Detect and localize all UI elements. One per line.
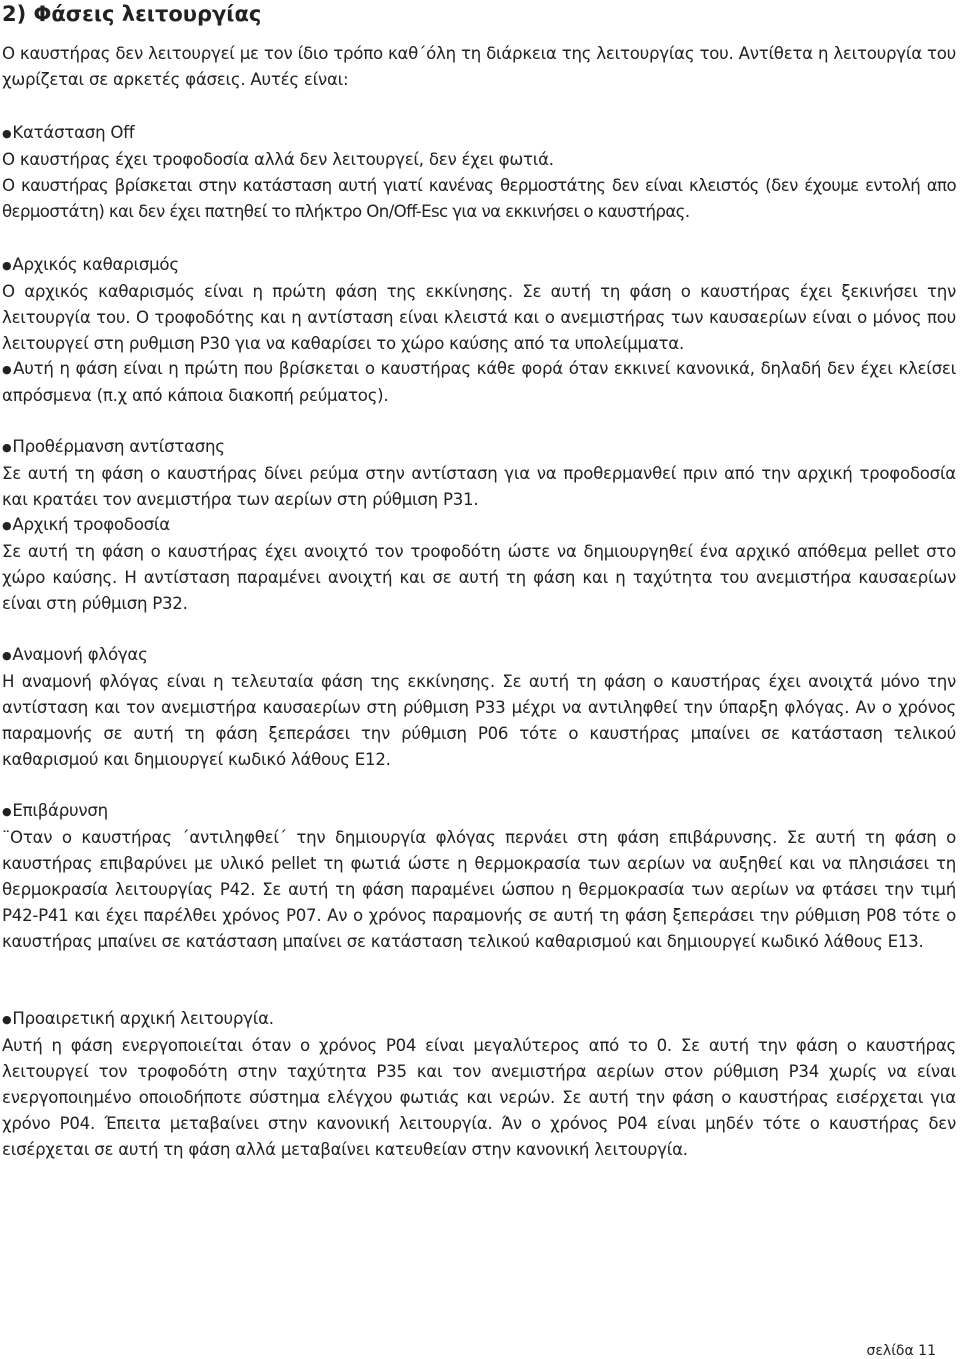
bullet-icon: ● <box>2 519 12 532</box>
phase-preheat <box>2 434 956 513</box>
phase-heading <box>2 642 956 669</box>
phase-paragraph: Ο αρχικός καθαρισμός είναι η πρώτη φάση της εκκίνησης. Σε αυτή τη φάση ο καυστήρας έχει ξεκινήσει την λειτουργία του. Ο τροφοδότης και η αντίσταση είναι κλειστά και ο ανεμιστήρας των καυσαερίων είναι ο μόνος που λειτουργεί στη ρυθμιση P30 για να καθαρίσει το χώρο καύσης από τα υπολείμματα. <box>2 282 956 353</box>
phase-paragraph: Ο καυστήρας βρίσκεται στην κατάσταση αυτή γιατί κανένας θερμοστάτης δεν είναι κλειστός (δεν έχουμε εντολή απο θερμοστάτη) και δεν έχει πατηθεί το πλήκτρο On/Off-Esc για να εκκινήσει ο καυστήρας. <box>2 176 956 221</box>
bullet-icon: ● <box>2 127 12 140</box>
bullet-icon: ● <box>2 649 12 662</box>
phase-paragraph: Η αναμονή φλόγας είναι η τελευταία φάση της εκκίνησης. Σε αυτή τη φάση ο καυστήρας έχει ανοιχτά μόνο την αντίσταση και τον ανεμιστήρα καυσαερίων στη ρύθμιση P33 μέχρι να αντιληφθεί την ύπαρξη φλόγας. Αν ο χρόνος παραμονής σε αυτή τη φάση ξεπεράσει την ρύθμιση P06 τότε ο καυστήρας μπαίνει σε κατάσταση τελικού καθαρισμού και δημιουργεί κωδικό λάθους E12. <box>2 672 956 769</box>
phase-loading <box>2 798 956 955</box>
bullet-icon: ● <box>2 259 12 272</box>
phase-off <box>2 120 956 225</box>
section-title: 2) Φάσεις λειτουργίας <box>2 2 262 26</box>
bullet-icon: ● <box>2 1013 12 1026</box>
phase-heading <box>2 1006 956 1033</box>
phase-heading-text: Κατάσταση Off <box>12 123 135 142</box>
phase-heading-text: Προαιρετική αρχική λειτουργία. <box>12 1009 274 1028</box>
phase-paragraph: Σε αυτή τη φάση ο καυστήρας δίνει ρεύμα στην αντίσταση για να προθερμανθεί πριν από την αρχική τροφοδοσία και κρατάει τον ανεμιστήρα των αερίων στη ρύθμιση P31. <box>2 464 956 509</box>
intro-block <box>2 41 956 93</box>
phase-heading-text: Επιβάρυνση <box>12 801 108 820</box>
page-number: σελίδα 11 <box>866 1343 936 1359</box>
bullet-icon: ● <box>2 441 12 454</box>
phase-note <box>2 356 956 409</box>
phase-heading <box>2 120 956 147</box>
phase-heading <box>2 512 956 539</box>
phase-paragraph: Ο καυστήρας έχει τροφοδοσία αλλά δεν λειτουργεί, δεν έχει φωτιά. <box>2 150 554 169</box>
phase-heading <box>2 798 956 825</box>
phase-heading-text: Προθέρμανση αντίστασης <box>12 437 225 456</box>
bullet-icon: ● <box>2 805 12 818</box>
phase-paragraph: Αυτή η φάση ενεργοποιείται όταν ο χρόνος P04 είναι μεγαλύτερος από το 0. Σε αυτή την φάση ο καυστήρας λειτουργεί τον τροφοδότη στην ταχύτητα P35 και τον ανεμιστήρα αερίων στον ρύθμιση P34 χωρίς να είναι ενεργοποιημένο οποιοδήποτε σύστημα ελέγχου φωτιάς και νερών. Σε αυτή την φάση ο καυστήρας εισέρχεται για χρόνο P04. Έπειτα μεταβαίνει στην κανονική λειτουργία. Άν ο χρόνος P04 είναι μηδέν τότε ο καυστήρας δεν εισέρχεται σε αυτή τη φάση αλλά μεταβαίνει κατευθείαν στην κανονική λειτουργία. <box>2 1036 956 1159</box>
bullet-icon: ● <box>2 363 13 376</box>
phase-paragraph: ¨Οταν ο καυστήρας ΄αντιληφθεί΄ την δημιουργία φλόγας περνάει στη φάση επιβάρυνσης. Σε αυτή τη φάση ο καυστήρας επιβαρύνει με υλικό pellet τη φωτιά ώστε η θερμοκρασία των αερίων να αυξηθεί και να πλησιάσει τη θερμοκρασία λειτουργίας P42. Σε αυτή τη φάση παραμένει ώσπου η θερμοκρασία των αερίων να φτάσει την τιμή P42-P41 και έχει παρέλθει χρόνος P07. Αν ο χρόνος παραμονής σε αυτή τη φάση ξεπεράσει την ρύθμιση P08 τότε ο καυστήρας μπαίνει σε κατάσταση μπαίνει σε κατάσταση τελικού καθαρισμού και δημιουργεί κωδικό λάθους E13. <box>2 828 956 951</box>
phase-flame-wait <box>2 642 956 773</box>
phase-paragraph: Σε αυτή τη φάση ο καυστήρας έχει ανοιχτό τον τροφοδότη ώστε να δημιουργηθεί ένα αρχικό απόθεμα pellet στο χώρο καύσης. Η αντίσταση παραμένει ανοιχτή και σε αυτή τη φάση και η ταχύτητα του ανεμιστήρα καυσαερίων είναι στη ρύθμιση P32. <box>2 542 956 613</box>
phase-heading <box>2 252 956 279</box>
phase-optional-start <box>2 1006 956 1163</box>
phase-initial-feed <box>2 512 956 617</box>
phase-initial-cleaning <box>2 252 956 357</box>
phase-heading-text: Αρχικός καθαρισμός <box>12 255 179 274</box>
phase-note-text: Αυτή η φάση είναι η πρώτη που βρίσκεται ο καυστήρας κάθε φορά όταν εκκινεί κανονικά, δηλαδή δεν έχει κλείσει απρόσμενα (π.χ από κάποια διακοπή ρεύματος). <box>2 359 956 405</box>
phase-heading <box>2 434 956 461</box>
phase-note-paragraph <box>2 356 956 409</box>
intro-paragraph: Ο καυστήρας δεν λειτουργεί με τον ίδιο τρόπο καθ΄όλη τη διάρκεια της λειτουργίας του. Αντίθετα η λειτουργία του χωρίζεται σε αρκετές φάσεις. Αυτές είναι: <box>2 44 956 89</box>
phase-heading-text: Αναμονή φλόγας <box>12 645 148 664</box>
phase-heading-text: Αρχική τροφοδοσία <box>12 515 170 534</box>
